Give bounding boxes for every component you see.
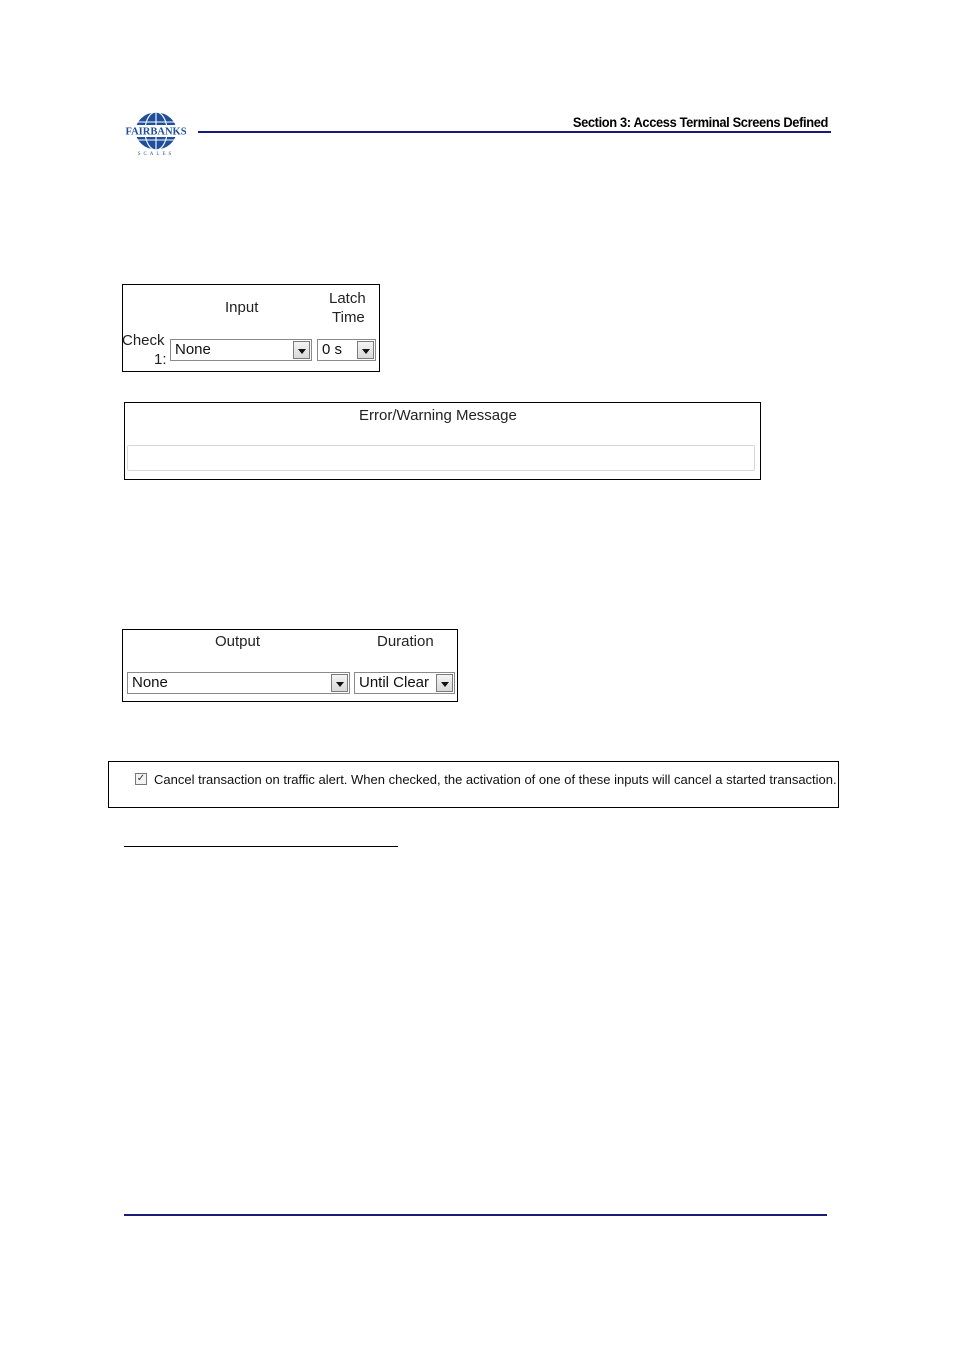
fairbanks-logo — [124, 110, 188, 156]
input-select-value: None — [175, 341, 211, 358]
header-divider — [198, 131, 831, 133]
check-row-number: 1: — [154, 351, 167, 368]
chevron-down-icon[interactable] — [293, 341, 310, 359]
output-duration-panel — [122, 629, 458, 702]
duration-column-header: Duration — [377, 633, 434, 650]
chevron-down-icon[interactable] — [331, 674, 348, 692]
error-message-field[interactable] — [127, 445, 755, 471]
chevron-down-icon[interactable] — [357, 341, 374, 359]
section-title: Section 3: Access Terminal Screens Defined — [572, 114, 828, 130]
svg-text:FAIRBANKS: FAIRBANKS — [125, 126, 187, 138]
output-select-value: None — [132, 674, 168, 691]
latch-header-line1: Latch — [329, 290, 366, 307]
check-row-label: Check — [122, 332, 165, 349]
latch-time-select[interactable] — [317, 339, 376, 361]
error-warning-panel — [124, 402, 761, 480]
footer-divider — [124, 1214, 827, 1216]
error-warning-title: Error/Warning Message — [359, 407, 517, 424]
cancel-transaction-checkbox[interactable]: ✓ — [136, 773, 146, 784]
output-select[interactable] — [127, 672, 350, 694]
latch-time-value: 0 s — [322, 341, 343, 358]
input-column-header: Input — [225, 299, 259, 316]
output-column-header: Output — [215, 633, 261, 650]
latch-header-line2: Time — [332, 309, 365, 326]
footnote-divider — [124, 846, 398, 847]
cancel-transaction-label: Cancel transaction on traffic alert. When checked, the activation of one of these inputs will cancel a started transaction. — [154, 772, 837, 787]
input-latch-panel — [122, 284, 380, 372]
chevron-down-icon[interactable] — [436, 674, 453, 692]
duration-select-value: Until Clear — [359, 674, 430, 691]
cancel-transaction-panel — [108, 761, 839, 808]
svg-text:SCALES: SCALES — [137, 152, 175, 156]
input-select[interactable] — [170, 339, 312, 361]
duration-select[interactable] — [354, 672, 455, 694]
